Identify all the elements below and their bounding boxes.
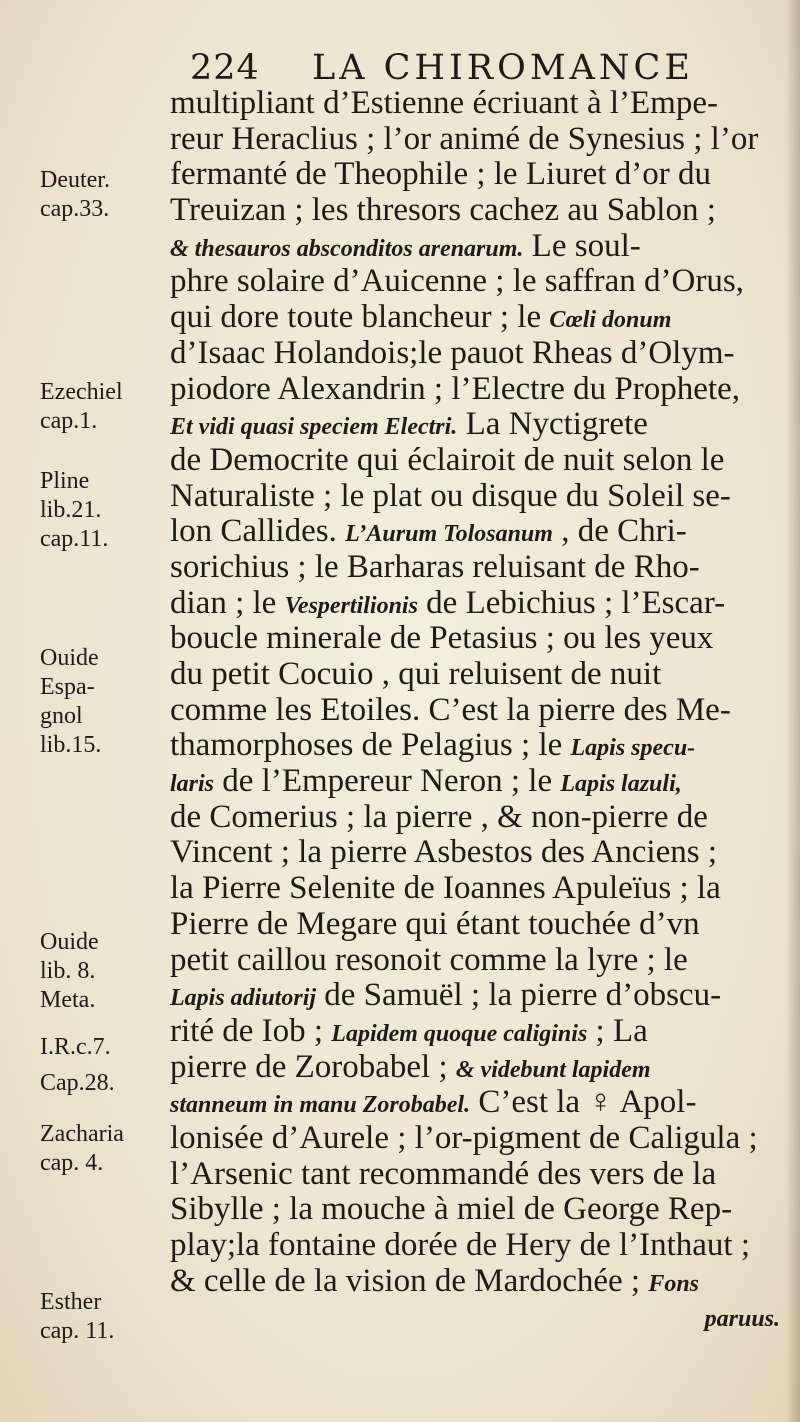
italic-latin-text: laris xyxy=(170,771,215,798)
margin-note-ovid-spanish xyxy=(40,644,165,760)
text-line xyxy=(170,1192,780,1228)
text-segment: petit caillou resonoit comme la lyre ; le xyxy=(170,942,688,978)
margin-note-line: cap. 4. xyxy=(40,1150,104,1176)
italic-latin-text: Et vidi quasi speciem Electri. xyxy=(170,414,458,441)
text-line xyxy=(170,550,780,586)
margin-note-deuteronomy xyxy=(40,166,165,224)
text-line xyxy=(170,1050,780,1086)
margin-note-line: Deuter. xyxy=(40,167,110,193)
text-line xyxy=(170,1228,780,1264)
text-segment: boucle minerale de Petasius ; ou les yeux xyxy=(170,621,714,657)
text-line xyxy=(170,193,780,229)
text-segment: La Nyctigrete xyxy=(457,407,648,443)
text-segment: de Lebichius ; l’Escar- xyxy=(417,585,726,621)
text-segment: l’Arsenic tant recommandé des vers de la xyxy=(170,1156,717,1192)
text-line xyxy=(170,800,780,836)
text-line xyxy=(170,728,780,764)
margin-note-ovid-metamorphoses xyxy=(40,928,165,1015)
margin-note-ir xyxy=(40,1033,165,1062)
text-segment: multipliant d’Estienne écriuant à l’Empe- xyxy=(170,86,718,121)
text-segment: Naturaliste ; le plat ou disque du Soleil se- xyxy=(170,478,731,514)
text-segment: & celle de la vision de Mardochée ; xyxy=(170,1263,649,1299)
italic-latin-text: Vespertilionis xyxy=(284,592,418,619)
margin-note-line: cap.1. xyxy=(40,408,98,434)
text-line xyxy=(170,229,780,265)
text-segment: Sibylle ; la mouche à miel de George Rep- xyxy=(170,1192,733,1228)
text-line xyxy=(170,657,780,693)
page-edge-shadow xyxy=(786,0,800,1422)
main-text-block xyxy=(170,86,780,1335)
margin-note-line: cap.11. xyxy=(40,526,109,552)
margin-note-line: Espa- xyxy=(40,674,95,700)
margin-note-line: Ezechiel xyxy=(40,379,123,405)
text-line xyxy=(170,479,780,515)
italic-latin-text: Lapis lazuli, xyxy=(560,771,682,798)
text-line xyxy=(170,764,780,800)
text-segment: sorichius ; le Barharas reluisant de Rho- xyxy=(170,549,700,585)
italic-latin-text: & thesauros absconditos arenarum. xyxy=(170,235,524,262)
text-line xyxy=(170,336,780,372)
text-line xyxy=(170,443,780,479)
text-segment: la Pierre Selenite de Ioannes Apuleïus ; la xyxy=(170,871,721,907)
text-segment: de Comerius ; la pierre , & non-pierre de xyxy=(170,799,708,835)
margin-note-line: lib. 8. xyxy=(40,958,96,984)
text-line xyxy=(170,157,780,193)
margin-note-line: Ouide xyxy=(40,929,99,955)
text-segment: thamorphoses de Pelagius ; le xyxy=(170,728,571,764)
text-segment: Pierre de Megare qui étant touchée d’vn xyxy=(170,906,700,942)
margin-note-line: Pline xyxy=(40,468,90,494)
margin-note-line: Zacharia xyxy=(40,1121,124,1147)
text-segment: Le soul- xyxy=(523,228,641,264)
margin-note-line: cap.33. xyxy=(40,196,110,222)
text-line xyxy=(170,1299,780,1335)
margin-note-line: lib.21. xyxy=(40,497,102,523)
margin-note-zechariah xyxy=(40,1120,165,1178)
text-line xyxy=(170,621,780,657)
text-line xyxy=(170,86,780,122)
text-segment: lon Callides. xyxy=(170,514,346,550)
margin-note-line: gnol xyxy=(40,703,83,729)
text-line xyxy=(170,264,780,300)
text-segment: C’est la ♀ Apol- xyxy=(470,1085,697,1121)
text-line xyxy=(170,943,780,979)
margin-note-chapter-28 xyxy=(40,1069,165,1098)
text-segment: lonisée d’Aurele ; l’or-pigment de Caligula ; xyxy=(170,1120,758,1156)
text-line xyxy=(170,407,780,443)
margin-note-line: Esther xyxy=(40,1289,102,1315)
text-line xyxy=(170,1014,780,1050)
text-segment: Treuizan ; les thresors cachez au Sablon ; xyxy=(170,193,716,229)
margin-note-line: lib.15. xyxy=(40,732,102,758)
text-segment: , de Chri- xyxy=(552,514,687,550)
italic-latin-text: L’Aurum Tolosanum xyxy=(345,521,553,548)
text-line xyxy=(170,1264,780,1300)
margin-note-pliny xyxy=(40,467,165,554)
text-line xyxy=(170,1085,780,1121)
text-segment: phre solaire d’Auicenne ; le saffran d’Orus, xyxy=(170,264,744,300)
margin-note-esther xyxy=(40,1288,165,1346)
margin-note-ezekiel xyxy=(40,378,165,436)
text-line xyxy=(170,586,780,622)
margin-note-line: Ouide xyxy=(40,645,99,671)
text-segment: pierre de Zorobabel ; xyxy=(170,1049,456,1085)
text-segment: rité de Iob ; xyxy=(170,1013,332,1049)
margin-note-line: cap. 11. xyxy=(40,1318,115,1344)
margin-note-line: Cap.28. xyxy=(40,1070,115,1096)
text-segment: qui dore toute blancheur ; le xyxy=(170,300,550,336)
text-line xyxy=(170,1121,780,1157)
text-segment: Vincent ; la pierre Asbestos des Anciens ; xyxy=(170,835,717,871)
text-segment: play;la fontaine dorée de Hery de l’Inthaut ; xyxy=(170,1228,751,1263)
page-number: 224 xyxy=(190,48,260,88)
text-line xyxy=(170,907,780,943)
text-segment: du petit Cocuio , qui reluisent de nuit xyxy=(170,657,662,692)
text-line xyxy=(170,122,780,158)
text-segment: de Samuël ; la pierre d’obscu- xyxy=(316,978,722,1014)
page-header xyxy=(190,44,750,92)
italic-latin-text: Cœli donum xyxy=(549,307,672,334)
italic-latin-text: paruus. xyxy=(704,1306,780,1333)
text-line xyxy=(170,372,780,408)
margin-note-line: Meta. xyxy=(40,987,96,1013)
text-segment: piodore Alexandrin ; l’Electre du Prophete, xyxy=(170,371,740,407)
text-segment: de Democrite qui éclairoit de nuit selon le xyxy=(170,442,725,478)
text-line xyxy=(170,835,780,871)
italic-latin-text: & videbunt lapidem xyxy=(455,1056,651,1083)
text-line xyxy=(170,1157,780,1193)
italic-latin-text: Lapis adiutorij xyxy=(170,985,317,1012)
text-line xyxy=(170,693,780,729)
text-line xyxy=(170,300,780,336)
italic-latin-text: Lapidem quoque caliginis xyxy=(331,1020,588,1047)
running-title: LA CHIROMANCE xyxy=(312,48,694,88)
text-segment: ; La xyxy=(587,1013,648,1049)
italic-latin-text: Lapis specu- xyxy=(570,735,696,762)
italic-latin-text: stanneum in manu Zorobabel. xyxy=(170,1092,471,1119)
italic-latin-text: Fons xyxy=(648,1270,700,1297)
text-segment: reur Heraclius ; l’or animé de Synesius ; l’or xyxy=(170,121,759,157)
text-segment: dian ; le xyxy=(170,585,285,621)
text-segment: comme les Etoiles. C’est la pierre des Me- xyxy=(170,692,731,728)
text-segment: de l’Empereur Neron ; le xyxy=(214,764,561,800)
text-line xyxy=(170,514,780,550)
text-segment: fermanté de Theophile ; le Liuret d’or du xyxy=(170,157,711,193)
text-line xyxy=(170,978,780,1014)
text-segment: d’Isaac Holandois;le pauot Rheas d’Olym- xyxy=(170,335,735,371)
text-line xyxy=(170,871,780,907)
margin-note-line: I.R.c.7. xyxy=(40,1034,111,1060)
